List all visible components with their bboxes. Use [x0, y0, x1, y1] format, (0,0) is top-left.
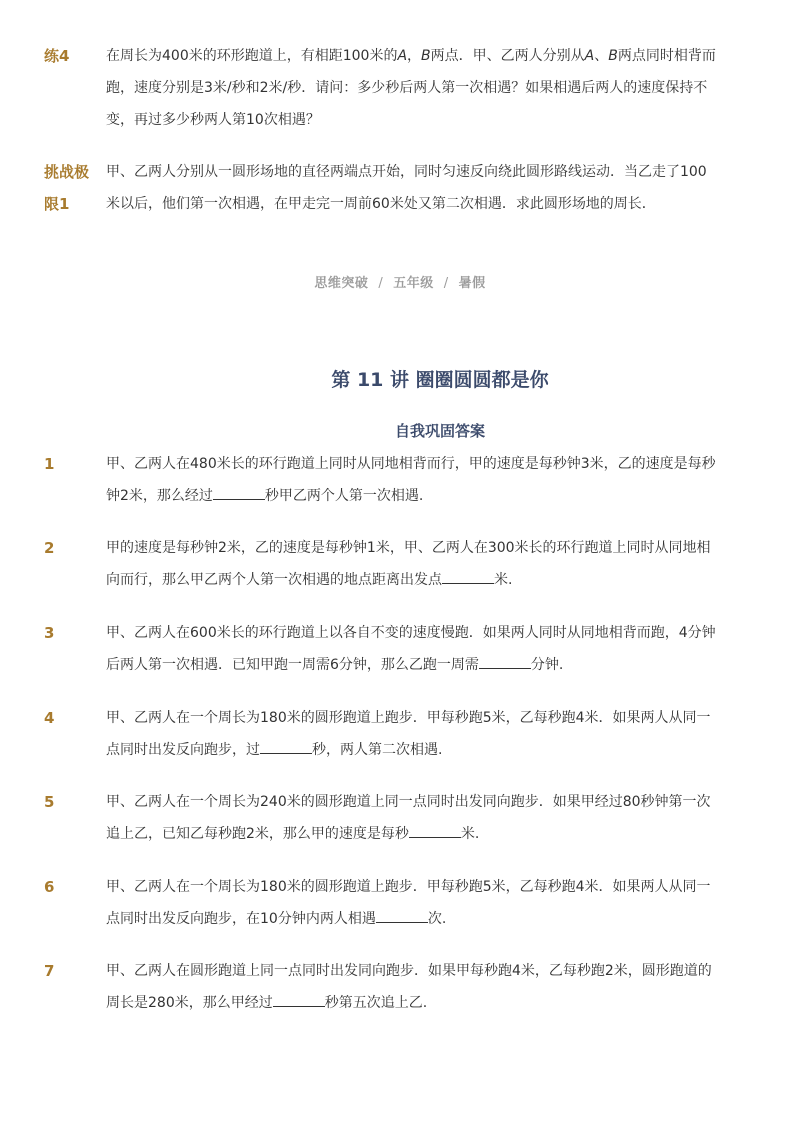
lecture-title: 第 11 讲 圈圈圆圆都是你 [331, 369, 549, 391]
point-b: B [421, 48, 431, 64]
answer-text-before: 甲、乙两人在圆形跑道上同一点同时出发同向跑步．如果甲每秒跑4米，乙每秒跑2米，圆形跑道的周长是280米，那么甲经过 [106, 963, 712, 1011]
practice-sep1: ， [407, 48, 422, 64]
answer-text [106, 532, 716, 596]
answer-text-after: 秒，两人第二次相遇. [312, 742, 443, 758]
practice-text [106, 40, 716, 136]
answer-number: 2 [44, 539, 55, 557]
section-title: 自我巩固答案 [394, 422, 485, 440]
answer-text-after: 次. [427, 911, 447, 927]
answer-number: 6 [44, 878, 55, 896]
footer-sep-1: / [378, 276, 384, 291]
answer-text-before: 甲、乙两人在一个周长为180米的圆形跑道上跑步．甲每秒跑5米，乙每秒跑4米．如果两人从同一点同时出发反向跑步，过 [106, 710, 711, 758]
answer-text-after: 米. [460, 826, 480, 842]
answer-text [106, 871, 716, 935]
answer-number: 7 [44, 962, 55, 980]
answer-text-after: 秒第五次追上乙. [324, 995, 428, 1011]
answer-text-before: 甲、乙两人在一个周长为240米的圆形跑道上同一点同时出发同向跑步．如果甲经过80秒钟第一次追上乙，已知乙每秒跑2米，那么甲的速度是每秒 [106, 794, 711, 842]
answer-blank [273, 992, 325, 1007]
answer-text [106, 955, 716, 1019]
point-b-2: B [608, 48, 618, 64]
challenge-label [44, 156, 89, 220]
answer-text-before: 甲的速度是每秒钟2米，乙的速度是每秒钟1米，甲、乙两人在300米长的环行跑道上同时从同地相向而行，那么甲乙两个人第一次相遇的地点距离出发点 [106, 540, 711, 588]
answer-text-after: 米. [494, 572, 513, 588]
answer-blank [442, 569, 494, 584]
challenge-label-line2: 限1 [44, 195, 70, 213]
answer-blank [409, 823, 461, 838]
answer-blank [260, 739, 312, 754]
answer-number: 5 [44, 793, 55, 811]
practice-text-b: 两点．甲、乙两人分别从 [430, 48, 585, 64]
answer-number: 3 [44, 624, 55, 642]
answer-blank [376, 908, 428, 923]
practice-sep2: 、 [594, 48, 609, 64]
answer-text [106, 786, 716, 850]
answer-text [106, 617, 716, 681]
answer-text-before: 甲、乙两人在480米长的环行跑道上同时从同地相背而行，甲的速度是每秒钟3米，乙的速度是每秒钟2米，那么经过 [106, 456, 716, 504]
answer-text-after: 分钟. [530, 657, 564, 673]
answer-blank [479, 654, 531, 669]
answer-text [106, 702, 716, 766]
footer-term: 暑假 [458, 276, 486, 291]
page-footer [0, 272, 800, 291]
point-a-2: A [584, 48, 595, 64]
answer-text-before: 甲、乙两人在600米长的环行跑道上以各自不变的速度慢跑．如果两人同时从同地相背而跑，4分钟后两人第一次相遇．已知甲跑一周需6分钟，那么乙跑一周需 [106, 625, 716, 673]
footer-sep-2: / [443, 276, 449, 291]
answer-number: 1 [44, 455, 55, 473]
challenge-text: 甲、乙两人分别从一圆形场地的直径两端点开始，同时匀速反向绕此圆形路线运动．当乙走了100米以后，他们第一次相遇，在甲走完一周前60米处又第二次相遇．求此圆形场地的周长． [106, 164, 707, 212]
footer-grade: 五年级 [393, 276, 434, 291]
answer-text-after: 秒甲乙两个人第一次相遇. [264, 488, 424, 504]
practice-text-c: 两点同时相背而跑，速度分别是3米/秒和2米/秒．请问：多少秒后两人第一次相遇？如果相遇后两人的速度保持不变，再过多少秒两人第10次相遇？ [106, 48, 716, 128]
answer-text [106, 448, 716, 512]
challenge-label-line1: 挑战极 [44, 163, 90, 181]
practice-text-a: 在周长为400米的环形跑道上，有相距100米的 [106, 48, 398, 64]
practice-label: 练4 [44, 47, 70, 65]
point-a: A [397, 48, 408, 64]
answer-text-before: 甲、乙两人在一个周长为180米的圆形跑道上跑步．甲每秒跑5米，乙每秒跑4米．如果两人从同一点同时出发反向跑步，在10分钟内两人相遇 [106, 879, 711, 927]
answer-blank [213, 485, 265, 500]
footer-course: 思维突破 [314, 276, 369, 291]
answer-number: 4 [44, 709, 55, 727]
